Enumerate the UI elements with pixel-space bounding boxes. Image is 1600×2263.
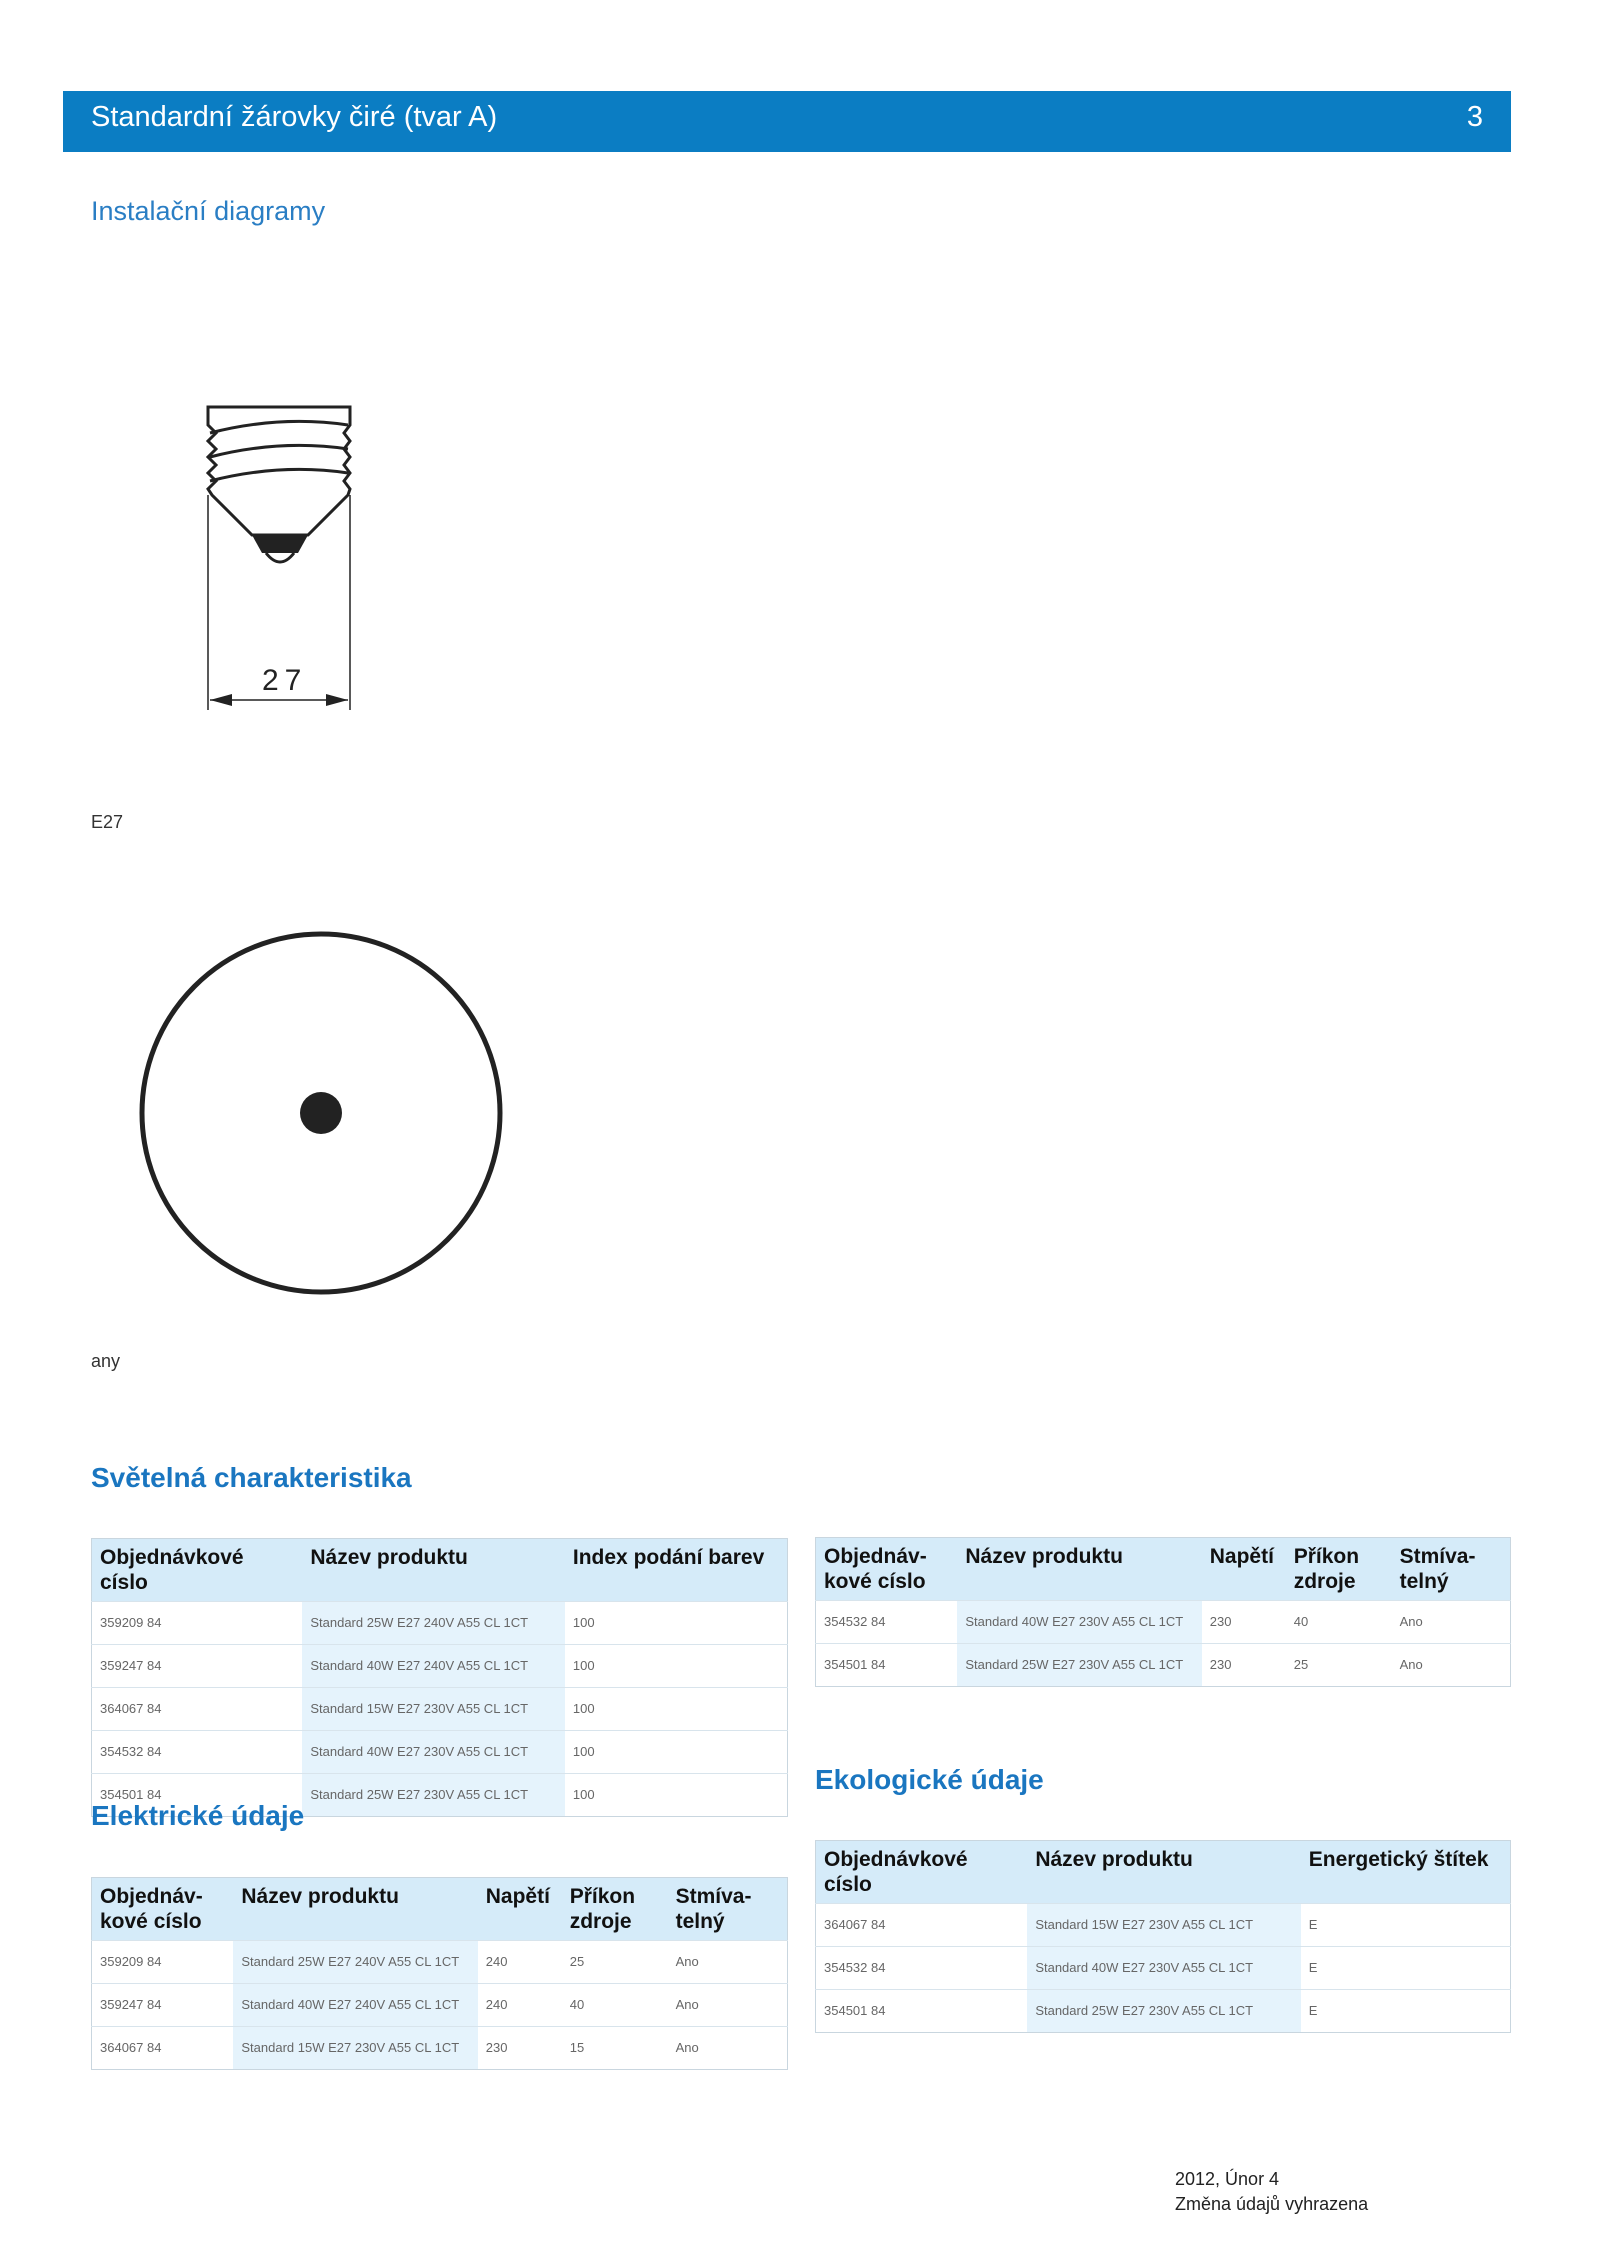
product-name: Standard 40W E27 230V A55 CL 1CT	[302, 1731, 565, 1774]
col-order-number: Objednáv-kové císlo	[816, 1538, 958, 1601]
power: 25	[1286, 1644, 1392, 1687]
any-caption: any	[91, 1351, 121, 1371]
light-section-title: Světelná charakteristika	[91, 1462, 412, 1493]
power: 25	[562, 1941, 668, 1984]
col-product-name: Název produktu	[1027, 1841, 1300, 1904]
table-row	[92, 1602, 788, 1645]
voltage: 240	[478, 1984, 562, 2027]
order-number: 364067 84	[816, 1904, 1028, 1947]
col-dimmable: Stmíva-telný	[668, 1878, 788, 1941]
electric-table-continued	[815, 1537, 1511, 1687]
table-row	[92, 1941, 788, 1984]
col-product-name: Název produktu	[233, 1878, 477, 1941]
cri-value: 100	[565, 1731, 788, 1774]
col-voltage: Napětí	[478, 1878, 562, 1941]
product-name: Standard 25W E27 230V A55 CL 1CT	[957, 1644, 1201, 1687]
order-number: 354501 84	[816, 1990, 1028, 2033]
table-row	[92, 1731, 788, 1774]
dimmable: Ano	[1392, 1644, 1511, 1687]
footer-date: 2012, Únor 4	[1175, 2169, 1280, 2189]
eco-section-title: Ekologické údaje	[815, 1764, 1044, 1795]
dimmable: Ano	[1392, 1601, 1511, 1644]
product-name: Standard 25W E27 240V A55 CL 1CT	[233, 1941, 477, 1984]
electric-table	[91, 1877, 788, 2070]
eco-table	[815, 1840, 1511, 2033]
footer-disclaimer: Změna údajů vyhrazena	[1175, 2194, 1369, 2214]
col-power: Příkon zdroje	[562, 1878, 668, 1941]
page-header	[63, 91, 1511, 152]
product-name: Standard 25W E27 230V A55 CL 1CT	[302, 1774, 565, 1817]
document-title: Standardní žárovky čiré (tvar A)	[91, 101, 498, 133]
dimmable: Ano	[668, 2027, 788, 2070]
product-name: Standard 40W E27 240V A55 CL 1CT	[233, 1984, 477, 2027]
order-number: 359209 84	[92, 1941, 234, 1984]
col-cri: Index podání barev	[565, 1539, 788, 1602]
e27-caption: E27	[91, 812, 124, 832]
power: 15	[562, 2027, 668, 2070]
table-row	[816, 1601, 1511, 1644]
col-product-name: Název produktu	[302, 1539, 565, 1602]
dimension-label: 27	[262, 664, 308, 697]
order-number: 354501 84	[816, 1644, 958, 1687]
product-name: Standard 25W E27 240V A55 CL 1CT	[302, 1602, 565, 1645]
table-row	[816, 1904, 1511, 1947]
col-voltage: Napětí	[1202, 1538, 1286, 1601]
order-number: 364067 84	[92, 1688, 303, 1731]
table-row	[816, 1990, 1511, 2033]
page-number: 3	[1466, 101, 1483, 133]
power: 40	[1286, 1601, 1392, 1644]
cri-value: 100	[565, 1774, 788, 1817]
table-row	[816, 1947, 1511, 1990]
order-number: 354532 84	[816, 1947, 1028, 1990]
product-name: Standard 15W E27 230V A55 CL 1CT	[1027, 1904, 1300, 1947]
col-energy-label: Energetický štítek	[1301, 1841, 1511, 1904]
col-dimmable: Stmíva-telný	[1392, 1538, 1511, 1601]
table-row	[92, 1645, 788, 1688]
table-row	[92, 1688, 788, 1731]
energy-label: E	[1301, 1947, 1511, 1990]
page-footer	[1175, 2167, 1368, 2217]
order-number: 359209 84	[92, 1602, 303, 1645]
col-order-number: Objednávkové císlo	[92, 1539, 303, 1602]
order-number: 364067 84	[92, 2027, 234, 2070]
col-order-number: Objednáv-kové císlo	[92, 1878, 234, 1941]
product-name: Standard 40W E27 230V A55 CL 1CT	[1027, 1947, 1300, 1990]
product-name: Standard 40W E27 240V A55 CL 1CT	[302, 1645, 565, 1688]
col-order-number: Objednávkové císlo	[816, 1841, 1028, 1904]
electric-section-title: Elektrické údaje	[91, 1800, 305, 1831]
cri-value: 100	[565, 1688, 788, 1731]
install-section-title: Instalační diagramy	[91, 196, 326, 226]
energy-label: E	[1301, 1990, 1511, 2033]
table-row	[92, 2027, 788, 2070]
dimmable: Ano	[668, 1941, 788, 1984]
order-number: 359247 84	[92, 1984, 234, 2027]
light-table	[91, 1538, 788, 1817]
voltage: 230	[1202, 1601, 1286, 1644]
product-name: Standard 15W E27 230V A55 CL 1CT	[233, 2027, 477, 2070]
order-number: 359247 84	[92, 1645, 303, 1688]
voltage: 230	[478, 2027, 562, 2070]
voltage: 230	[1202, 1644, 1286, 1687]
order-number: 354532 84	[92, 1731, 303, 1774]
product-name: Standard 15W E27 230V A55 CL 1CT	[302, 1688, 565, 1731]
product-name: Standard 25W E27 230V A55 CL 1CT	[1027, 1990, 1300, 2033]
table-row	[816, 1644, 1511, 1687]
table-row	[92, 1984, 788, 2027]
cri-value: 100	[565, 1602, 788, 1645]
col-product-name: Název produktu	[957, 1538, 1201, 1601]
order-number: 354501 84	[92, 1774, 303, 1817]
voltage: 240	[478, 1941, 562, 1984]
burning-position-diagram	[138, 930, 504, 1296]
cri-value: 100	[565, 1645, 788, 1688]
dimmable: Ano	[668, 1984, 788, 2027]
product-name: Standard 40W E27 230V A55 CL 1CT	[957, 1601, 1201, 1644]
order-number: 354532 84	[816, 1601, 958, 1644]
energy-label: E	[1301, 1904, 1511, 1947]
power: 40	[562, 1984, 668, 2027]
col-power: Příkon zdroje	[1286, 1538, 1392, 1601]
